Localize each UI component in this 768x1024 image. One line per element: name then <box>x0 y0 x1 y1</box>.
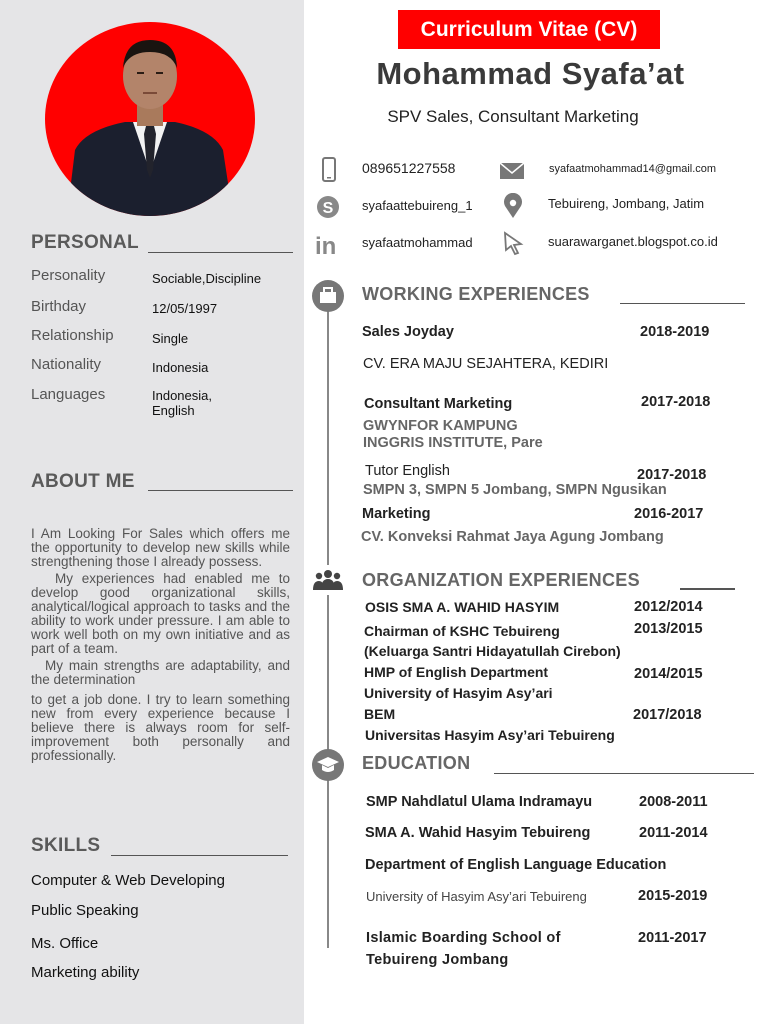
work-org: CV. Konveksi Rahmat Jaya Agung Jombang <box>361 529 664 545</box>
divider <box>620 303 745 304</box>
about-paragraph: My main strengths are adaptability, and the determination <box>31 658 290 687</box>
edu-name: Islamic Boarding School of Tebuireng Jombang <box>366 930 561 968</box>
phone-icon <box>316 157 342 183</box>
skype-icon <box>315 194 341 220</box>
edu-name: SMP Nahdlatul Ulama Indramayu <box>366 794 593 810</box>
svg-text:in: in <box>315 233 337 257</box>
personal-label: Nationality <box>31 356 102 373</box>
graduation-cap-icon <box>312 749 344 781</box>
cv-badge: Curriculum Vitae (CV) <box>398 10 660 49</box>
work-role: Tutor English <box>365 463 450 479</box>
about-paragraph: I Am Looking For Sales which offers me the opportunity to develop new skills while strengthening those I already possess. <box>31 526 290 569</box>
edu-years: 2011-2017 <box>638 930 707 946</box>
work-org: SMPN 3, SMPN 5 Jombang, SMPN Ngusikan <box>363 482 667 498</box>
divider <box>680 588 735 590</box>
personal-value: Indonesia <box>152 360 209 375</box>
skill-item: Marketing ability <box>31 964 140 981</box>
work-role: Marketing <box>362 506 431 522</box>
personal-value: 12/05/1997 <box>152 301 218 316</box>
work-org: GWYNFOR KAMPUNG INGGRIS INSTITUTE, Pare <box>363 418 543 451</box>
work-years: 2018-2019 <box>640 324 710 340</box>
email-icon <box>499 158 525 184</box>
about-text <box>31 527 290 763</box>
org-detail: (Keluarga Santri Hidayatullah Cirebon) <box>364 643 621 659</box>
organization-heading: ORGANIZATION EXPERIENCES <box>362 570 640 590</box>
personal-label: Languages <box>31 386 106 403</box>
edu-years: 2011-2014 <box>639 825 708 841</box>
cursor-icon <box>500 230 526 256</box>
personal-label: Birthday <box>31 298 87 315</box>
briefcase-icon <box>312 280 344 312</box>
work-role: Consultant Marketing <box>364 396 513 412</box>
about-paragraph: My experiences had enabled me to develop good organizational skills, analytical/logical approach to tasks and the ability to work under pressure. I am able to work well both on my own initiative and as part of a team. <box>31 571 290 656</box>
org-detail: University of Hasyim Asy’ari <box>364 685 553 701</box>
org-name: OSIS SMA A. WAHID HASYIM <box>365 599 560 615</box>
divider <box>494 773 754 774</box>
about-heading: ABOUT ME <box>31 471 135 492</box>
edu-name: Department of English Language Education <box>365 857 667 873</box>
work-years: 2016-2017 <box>634 506 704 522</box>
phone-number: 089651227558 <box>362 160 456 176</box>
personal-value: Sociable,Discipline <box>152 271 262 286</box>
person-name: Mohammad Syafa’at <box>376 56 685 91</box>
website-link[interactable]: suarawarganet.blogspot.co.id <box>548 234 718 249</box>
edu-years: 2015-2019 <box>638 888 708 904</box>
org-name: Chairman of KSHC Tebuireng <box>364 623 560 639</box>
group-icon <box>311 565 345 595</box>
divider <box>111 855 288 856</box>
work-years: 2017-2018 <box>641 394 711 410</box>
email-address: syafaatmohammad14@gmail.com <box>549 163 717 175</box>
svg-text:S: S <box>322 200 334 217</box>
skype-handle: syafaattebuireng_1 <box>362 198 473 213</box>
org-years: 2013/2015 <box>634 621 703 637</box>
work-org: CV. ERA MAJU SEJAHTERA, KEDIRI <box>363 356 609 372</box>
edu-name: University of Hasyim Asy’ari Tebuireng <box>366 889 587 904</box>
education-heading: EDUCATION <box>362 753 471 773</box>
timeline-line <box>327 296 329 948</box>
about-paragraph: to get a job done. I try to learn something new from every experience because I believe there is always room for self- improvement both personally and professionally. <box>31 692 290 763</box>
skill-item: Ms. Office <box>31 935 99 952</box>
work-role: Sales Joyday <box>362 324 454 340</box>
work-heading: WORKING EXPERIENCES <box>362 284 590 304</box>
location-pin-icon <box>500 193 526 219</box>
org-years: 2014/2015 <box>634 666 703 682</box>
personal-label: Relationship <box>31 327 114 344</box>
location: Tebuireng, Jombang, Jatim <box>548 196 705 211</box>
org-years: 2012/2014 <box>634 599 703 615</box>
skill-item: Computer & Web Developing <box>31 872 225 889</box>
org-years: 2017/2018 <box>633 707 702 723</box>
personal-heading: PERSONAL <box>31 232 139 253</box>
linkedin-icon <box>314 231 340 257</box>
org-detail: Universitas Hasyim Asy’ari Tebuireng <box>365 727 615 743</box>
sidebar <box>0 0 304 1024</box>
org-name: BEM <box>364 706 396 722</box>
work-years: 2017-2018 <box>637 467 707 483</box>
edu-name: SMA A. Wahid Hasyim Tebuireng <box>365 825 591 841</box>
skills-heading: SKILLS <box>31 835 101 856</box>
edu-years: 2008-2011 <box>639 794 708 810</box>
org-name: HMP of English Department <box>364 664 549 680</box>
personal-value: Indonesia, English <box>152 388 212 418</box>
divider <box>148 252 293 253</box>
skill-item: Public Speaking <box>31 902 139 919</box>
personal-value: Single <box>152 331 189 346</box>
linkedin-handle: syafaatmohammad <box>362 235 473 250</box>
profile-photo <box>45 22 255 216</box>
personal-label: Personality <box>31 267 106 284</box>
job-title: SPV Sales, Consultant Marketing <box>387 107 639 126</box>
divider <box>148 490 293 491</box>
